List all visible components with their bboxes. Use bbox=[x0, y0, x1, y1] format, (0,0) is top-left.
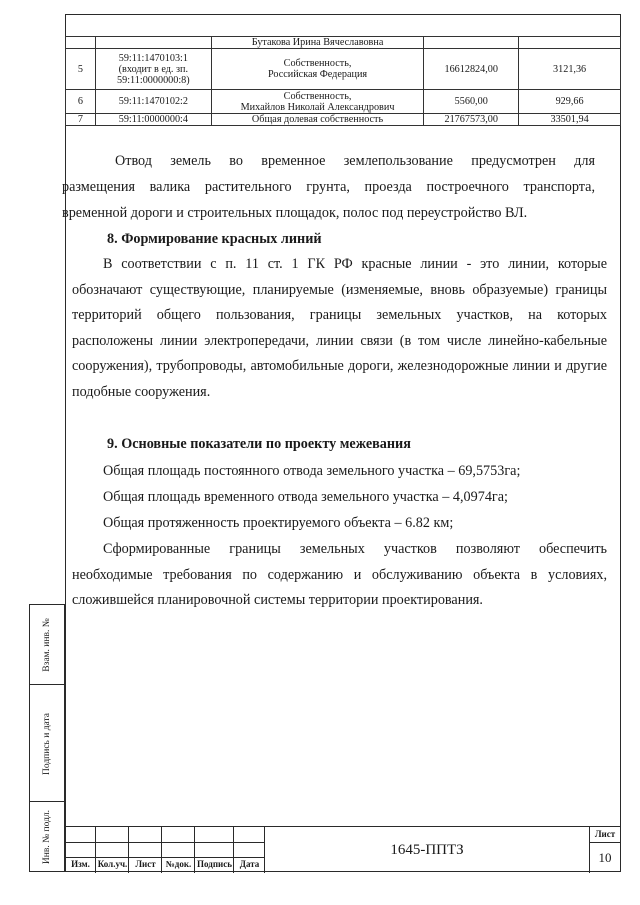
indicator-permanent-area: Общая площадь постоянного отвода земельного участка – 69,5753га; bbox=[103, 463, 521, 479]
cell-area-total: 21767573,00 bbox=[424, 114, 519, 126]
cell-area-total: 5560,00 bbox=[424, 90, 519, 114]
col-koluch: Кол.уч. bbox=[97, 859, 128, 869]
temp-use-line-3: временной дороги и строительных площадок, полос под переустройство ВЛ. bbox=[62, 205, 528, 221]
side-label-podpis: Подпись и дата bbox=[42, 712, 53, 775]
col-podpis: Подпись bbox=[197, 859, 232, 869]
table-row bbox=[66, 49, 621, 90]
side-label-vzam: Взам. инв. № bbox=[42, 617, 53, 672]
title-block bbox=[65, 826, 621, 872]
cell-owner: Собственность, Михайлов Николай Александрович bbox=[211, 90, 424, 114]
cell-cadastral: 59:11:1470103:1 (входит в ед. зп. 59:11:0000000:8) bbox=[95, 49, 211, 90]
table-row bbox=[66, 90, 621, 114]
cell-owner: Бутакова Ирина Вячеславовна bbox=[211, 37, 424, 49]
table-row bbox=[66, 37, 621, 49]
land-table bbox=[65, 36, 621, 126]
cell-num: 5 bbox=[66, 49, 96, 90]
cell-owner: Общая долевая собственность bbox=[211, 114, 424, 126]
cell-owner: Собственность, Российская Федерация bbox=[211, 49, 424, 90]
indicator-temporary-area: Общая площадь временного отвода земельного участка – 4,0974га; bbox=[103, 489, 508, 505]
document-code: 1645-ППТЗ bbox=[390, 841, 464, 858]
sheet-number: 10 bbox=[598, 850, 612, 865]
section-9-paragraph: Сформированные границы земельных участков позволяют обеспечить необходимые требования по содержанию и обслуживанию объекта в условиях, сложившейся планировочной системы территории проектирования. bbox=[72, 541, 607, 608]
cell-num: 7 bbox=[66, 114, 96, 126]
cell-area-part: 3121,36 bbox=[519, 49, 621, 90]
col-izm: Изм. bbox=[71, 859, 90, 869]
cell-cadastral bbox=[95, 37, 211, 49]
side-label-inv: Инв. № подл. bbox=[42, 809, 53, 865]
cell-area-total: 16612824,00 bbox=[424, 49, 519, 90]
col-ndok: №док. bbox=[165, 859, 192, 869]
cell-area-part bbox=[519, 37, 621, 49]
section-8-heading: 8. Формирование красных линий bbox=[107, 231, 322, 247]
section-9-heading: 9. Основные показатели по проекту межевания bbox=[107, 436, 411, 452]
section-8-paragraph: В соответствии с п. 11 ст. 1 ГК РФ красные линии - это линии, которые обозначают существующие, планируемые (изменяемые, вновь образуемые) границы территорий общего пользования, границы земельных участков, на которых расположены линии электропередачи, линии связи (в том числе линейно-кабельные сооружения), трубопроводы, автомобильные дороги, железнодорожные линии и другие подобные сооружения. bbox=[72, 256, 607, 400]
sheet-label: Лист bbox=[594, 829, 616, 839]
cell-num bbox=[66, 37, 96, 49]
table-row bbox=[66, 114, 621, 126]
cell-area-part: 33501,94 bbox=[519, 114, 621, 126]
temp-use-line-2: размещения валика растительного грунта, проезда построечного транспорта, bbox=[62, 179, 595, 195]
cell-cadastral: 59:11:0000000:4 bbox=[95, 114, 211, 126]
indicator-length: Общая протяженность проектируемого объекта – 6.82 км; bbox=[103, 515, 454, 531]
col-list: Лист bbox=[135, 859, 156, 869]
cell-area-total bbox=[424, 37, 519, 49]
cell-area-part: 929,66 bbox=[519, 90, 621, 114]
col-data: Дата bbox=[239, 859, 260, 869]
cell-num: 6 bbox=[66, 90, 96, 114]
cell-cadastral: 59:11:1470102:2 bbox=[95, 90, 211, 114]
temp-use-line-1: Отвод земель во временное землепользование предусмотрен для bbox=[115, 153, 595, 169]
